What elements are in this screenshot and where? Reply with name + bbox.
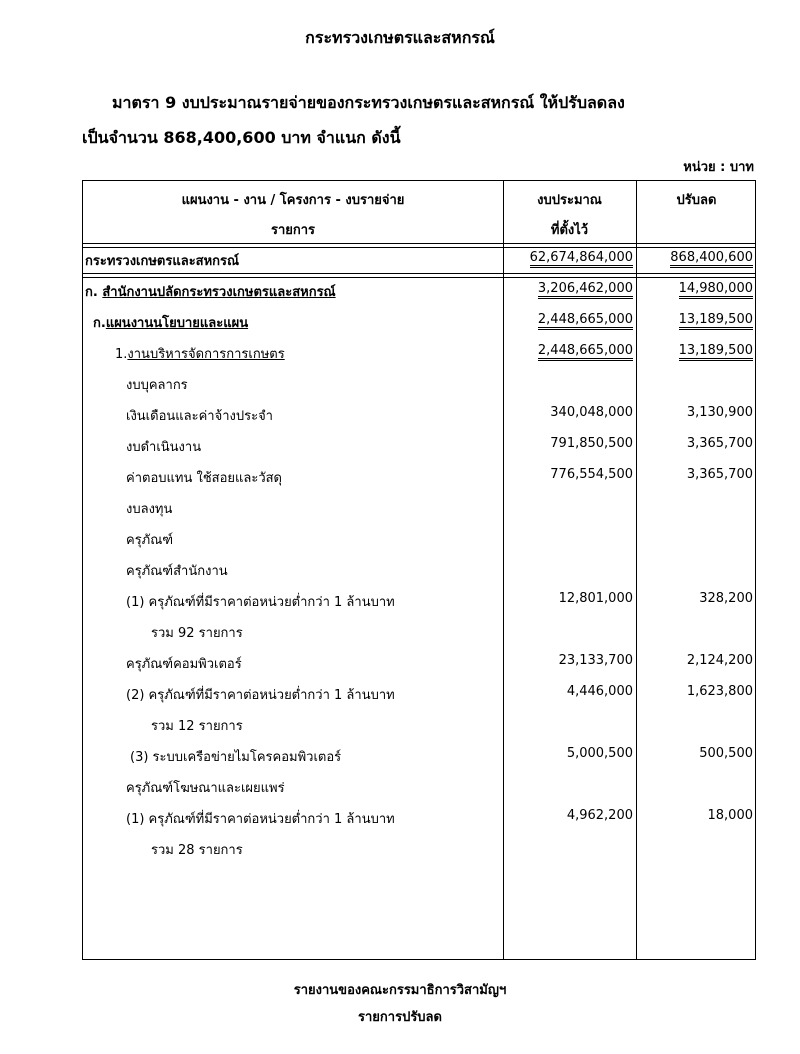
row-label: (1) ครุภัณฑ์ที่มีราคาต่อหน่วยต่ำกว่า 1 ล้านบาท bbox=[126, 595, 395, 610]
row-cut: 18,000 bbox=[707, 808, 753, 823]
row-budget: 23,133,700 bbox=[558, 653, 633, 668]
row-budget: 4,962,200 bbox=[566, 808, 633, 823]
table-row bbox=[83, 526, 757, 550]
table-row bbox=[83, 371, 757, 395]
footer-cut-items: รายการปรับลด bbox=[358, 1010, 442, 1025]
row-budget: 3,206,462,000 bbox=[538, 281, 633, 299]
row-label: ครุภัณฑ์โฆษณาและเผยแพร่ bbox=[126, 781, 285, 796]
budget-table bbox=[82, 180, 756, 960]
table-row bbox=[83, 712, 757, 736]
row-label: (2) ครุภัณฑ์ที่มีราคาต่อหน่วยต่ำกว่า 1 ล้านบาท bbox=[126, 688, 395, 703]
row-label-text: งานบริหารจัดการการเกษตร bbox=[127, 347, 285, 362]
row-cut: 3,130,900 bbox=[686, 405, 753, 420]
row-label: (3) ระบบเครือข่ายไมโครคอมพิวเตอร์ bbox=[130, 750, 342, 765]
unit-label: หน่วย : บาท bbox=[683, 160, 754, 175]
col-budget-header: งบประมาณ bbox=[537, 193, 602, 208]
table-row bbox=[83, 650, 757, 674]
row-label bbox=[115, 343, 285, 364]
row-label bbox=[93, 312, 248, 333]
table-row bbox=[83, 681, 757, 705]
row-label bbox=[85, 281, 336, 302]
row-prefix: ก. bbox=[85, 285, 103, 300]
row-cut: 13,189,500 bbox=[679, 312, 753, 330]
col-item-header: รายการ bbox=[270, 223, 316, 238]
row-budget: 791,850,500 bbox=[550, 436, 633, 451]
row-label: งบลงทุน bbox=[126, 502, 173, 517]
row-label: ครุภัณฑ์คอมพิวเตอร์ bbox=[126, 657, 242, 672]
row-cut: 3,365,700 bbox=[686, 467, 753, 482]
row-label: งบบุคลากร bbox=[126, 378, 188, 393]
table-row bbox=[83, 433, 757, 457]
col-budget-header-sub: ที่ตั้งไว้ bbox=[550, 223, 589, 238]
row-label: งบดำเนินงาน bbox=[126, 440, 202, 455]
row-label: รวม 12 รายการ bbox=[151, 719, 243, 734]
table-row bbox=[83, 619, 757, 643]
table-row bbox=[83, 340, 757, 364]
row-cut: 14,980,000 bbox=[679, 281, 753, 299]
table-row bbox=[83, 836, 757, 860]
table-row bbox=[83, 495, 757, 519]
row-cut: 1,623,800 bbox=[686, 684, 753, 699]
table-row bbox=[83, 278, 757, 302]
footer-committee-report: รายงานของคณะกรรมาธิการวิสามัญฯ bbox=[293, 983, 507, 998]
ministry-title: กระทรวงเกษตรและสหกรณ์ bbox=[305, 28, 495, 47]
row-budget: 2,448,665,000 bbox=[538, 343, 633, 361]
row-label: เงินเดือนและค่าจ้างประจำ bbox=[126, 409, 273, 424]
row-label: รวม 92 รายการ bbox=[151, 626, 243, 641]
row-label: (1) ครุภัณฑ์ที่มีราคาต่อหน่วยต่ำกว่า 1 ล้านบาท bbox=[126, 812, 395, 827]
row-label: ครุภัณฑ์ bbox=[126, 533, 174, 548]
row-label-text: สำนักงานปลัดกระทรวงเกษตรและสหกรณ์ bbox=[102, 285, 336, 300]
row-prefix: 1. bbox=[115, 347, 128, 362]
row-label: กระทรวงเกษตรและสหกรณ์ bbox=[85, 254, 240, 269]
row-cut: 2,124,200 bbox=[686, 653, 753, 668]
table-row bbox=[83, 247, 757, 271]
row-budget: 62,674,864,000 bbox=[530, 250, 633, 268]
table-row bbox=[83, 309, 757, 333]
table-row bbox=[83, 402, 757, 426]
intro-line-1: มาตรา 9 งบประมาณรายจ่ายของกระทรวงเกษตรและสหกรณ์ ให้ปรับลดลง bbox=[112, 93, 625, 112]
table-row bbox=[83, 743, 757, 767]
row-budget: 12,801,000 bbox=[558, 591, 633, 606]
row-budget: 776,554,500 bbox=[550, 467, 633, 482]
row-cut: 500,500 bbox=[699, 746, 753, 761]
row-prefix: ก. bbox=[93, 316, 106, 331]
row-budget: 340,048,000 bbox=[550, 405, 633, 420]
row-budget: 4,446,000 bbox=[566, 684, 633, 699]
table-row bbox=[83, 557, 757, 581]
row-cut: 328,200 bbox=[699, 591, 753, 606]
row-cut: 868,400,600 bbox=[670, 250, 753, 268]
header-divider bbox=[83, 243, 755, 244]
table-row bbox=[83, 588, 757, 612]
row-label: ค่าตอบแทน ใช้สอยและวัสดุ bbox=[126, 471, 282, 486]
row-divider bbox=[83, 273, 755, 274]
col-plan-header: แผนงาน - งาน / โครงการ - งบรายจ่าย bbox=[181, 193, 405, 208]
row-budget: 5,000,500 bbox=[566, 746, 633, 761]
table-row bbox=[83, 774, 757, 798]
intro-line-2: เป็นจำนวน 868,400,600 บาท จำแนก ดังนี้ bbox=[82, 128, 401, 147]
row-budget: 2,448,665,000 bbox=[538, 312, 633, 330]
row-label: รวม 28 รายการ bbox=[151, 843, 243, 858]
row-cut: 13,189,500 bbox=[679, 343, 753, 361]
table-row bbox=[83, 805, 757, 829]
row-label: ครุภัณฑ์สำนักงาน bbox=[126, 564, 228, 579]
table-row bbox=[83, 464, 757, 488]
col-cut-header: ปรับลด bbox=[676, 193, 717, 208]
row-cut: 3,365,700 bbox=[686, 436, 753, 451]
row-label-text: แผนงานนโยบายและแผน bbox=[105, 316, 249, 331]
